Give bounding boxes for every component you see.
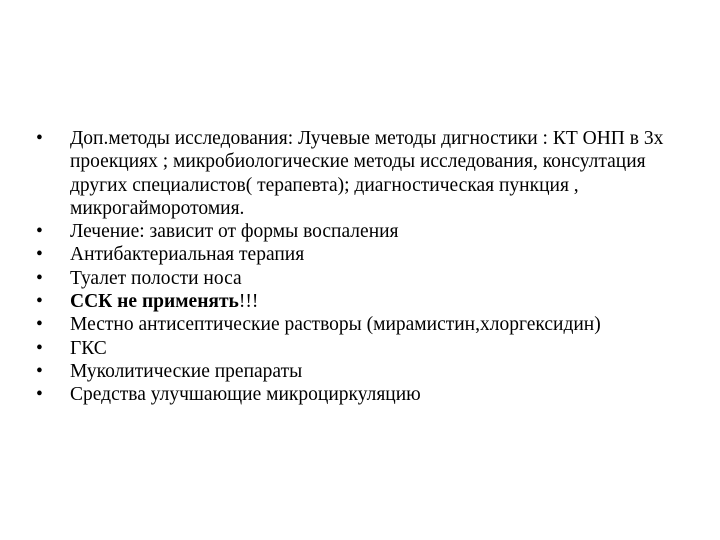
- bullet-icon: •: [36, 314, 43, 336]
- list-item-treatment: [36, 220, 676, 243]
- list-item-text: Антибактериальная терапия: [70, 244, 305, 266]
- list-item-text: Муколитические препараты: [70, 360, 303, 382]
- list-item-text: !!!: [238, 291, 259, 313]
- bullet-icon: •: [36, 244, 43, 266]
- list-item-microcirculation: [36, 383, 676, 406]
- bullet-icon: •: [36, 221, 43, 243]
- list-item-text: Местно антисептические растворы (мирамистин,хлоргексидин): [70, 314, 601, 336]
- list-item-antibacterial: [36, 243, 676, 266]
- list-item-diagnostics: [36, 127, 676, 220]
- bullet-icon: •: [36, 360, 43, 382]
- list-item-gks: [36, 337, 676, 360]
- list-item-text: ГКС: [70, 337, 107, 359]
- bullet-icon: •: [36, 384, 43, 406]
- list-item-text: Лечение: зависит от формы воспаления: [70, 221, 399, 243]
- bullet-icon: •: [36, 267, 43, 289]
- list-item-mucolytics: [36, 360, 676, 383]
- list-item-ssk-warning: [36, 290, 676, 313]
- bullet-list: [36, 127, 676, 407]
- list-item-text: Средства улучшающие микроциркуляцию: [70, 384, 421, 406]
- bullet-icon: •: [36, 337, 43, 359]
- list-item-bold-text: ССК не применять: [70, 291, 239, 313]
- bullet-icon: •: [36, 291, 43, 313]
- list-item-nasal-toilet: [36, 267, 676, 290]
- bullet-icon: •: [36, 128, 43, 149]
- list-item-text: Туалет полости носа: [70, 267, 242, 289]
- list-item-text: Доп.методы исследования: Лучевые методы дигностики : КТ ОНП в 3х проекциях ; микробиологические методы исследования, консултация других специалистов( терапевта); диагностическая пункция , микрогайморотомия.: [70, 128, 664, 219]
- list-item-antiseptics: [36, 313, 676, 336]
